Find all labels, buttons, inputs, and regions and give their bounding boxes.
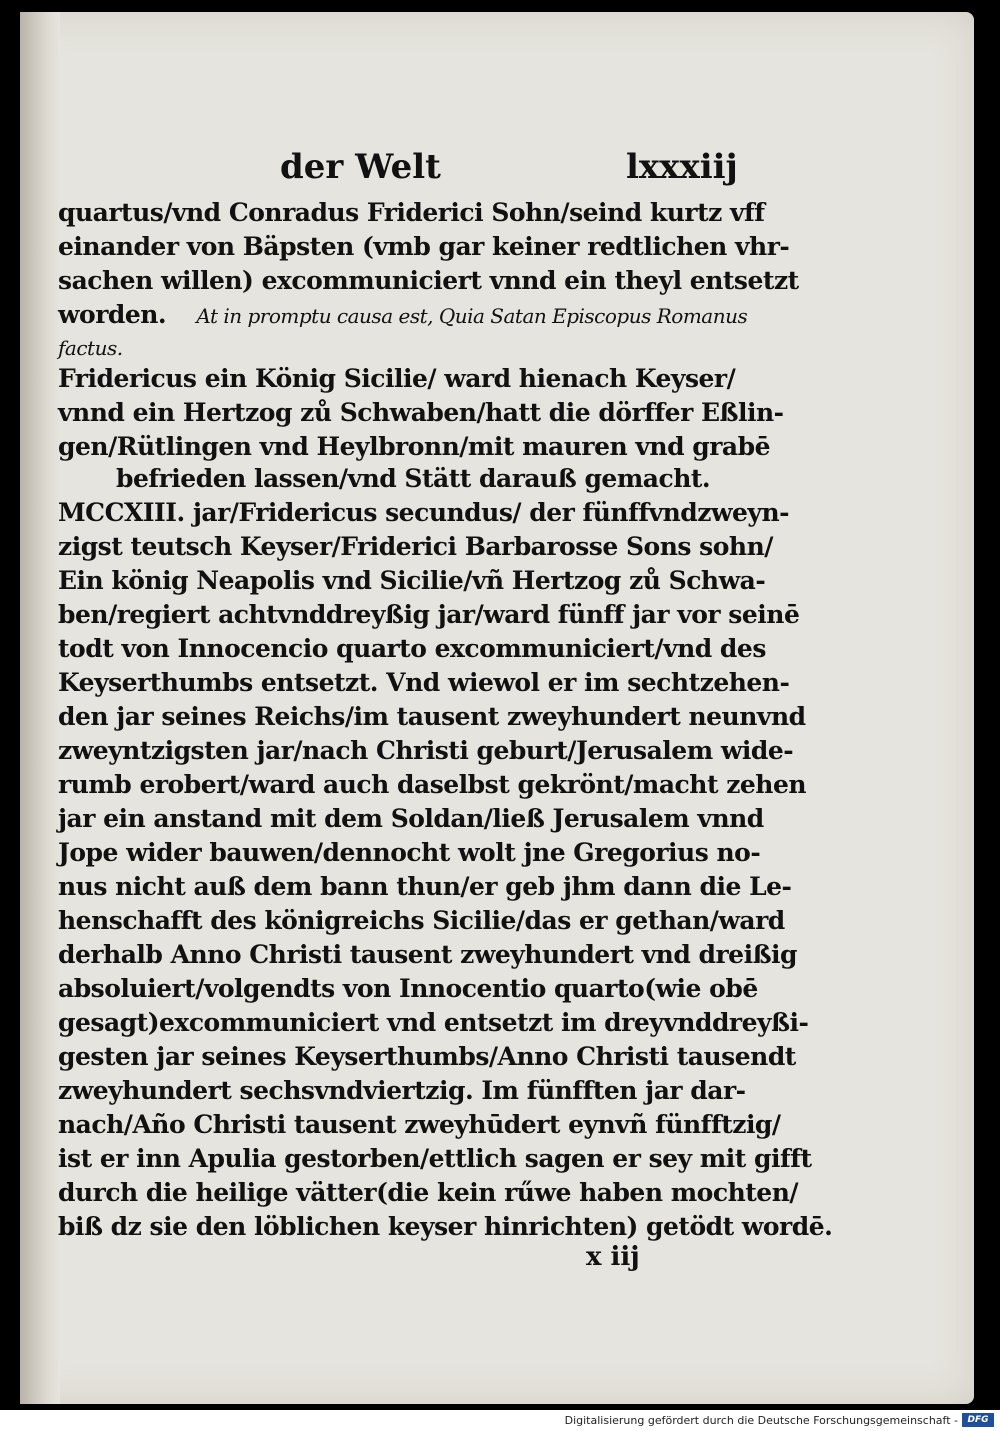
text-line-4-german: worden. — [58, 300, 167, 329]
text-line-24: absoluiert/volgendts von Innocentio quarto(wie obē — [58, 974, 758, 1003]
text-line-8: gen/Rütlingen vnd Heylbronn/mit mauren vnd grabē — [58, 432, 770, 461]
footer-credit: Digitalisierung gefördert durch die Deutsche Forschungsgemeinschaft - — [564, 1414, 958, 1427]
text-line-21: nus nicht auß dem bann thun/er geb jhm dann die Le- — [58, 872, 792, 901]
text-line-28: nach/Año Christi tausent zweyhūdert eynvñ fünfftzig/ — [58, 1110, 781, 1139]
text-line-2: einander von Bäpsten (vmb gar keiner redtlichen vhr- — [58, 232, 790, 261]
text-line-20: Jope wider bauwen/dennocht wolt jne Gregorius no- — [58, 838, 761, 867]
page-gutter — [20, 12, 60, 1404]
latin-note-end: factus. — [58, 336, 123, 360]
text-line-15: Keyserthumbs entsetzt. Vnd wiewol er im sechtzehen- — [58, 668, 790, 697]
text-line-25: gesagt)excommuniciert vnd entsetzt im dreyvnddreyßi- — [58, 1008, 809, 1037]
text-line-18: rumb erobert/ward auch daselbst gekrönt/macht zehen — [58, 770, 807, 799]
text-line-14: todt von Innocencio quarto excommuniciert/vnd des — [58, 634, 766, 663]
text-line-16: den jar seines Reichs/im tausent zweyhundert neunvnd — [58, 702, 806, 731]
signature-mark: x iij — [586, 1242, 640, 1272]
text-line-4 — [58, 302, 747, 327]
text-line-22: henschafft des königreichs Sicilie/das er gethan/ward — [58, 906, 785, 935]
text-line-13: ben/regiert achtvnddreyßig jar/ward fünff jar vor seinē — [58, 600, 800, 629]
text-line-26: gesten jar seines Keyserthumbs/Anno Christi tausendt — [58, 1042, 796, 1071]
text-line-30: durch die heilige vätter(die kein rűwe haben mochten/ — [58, 1178, 799, 1207]
text-line-1: quartus/vnd Conradus Friderici Sohn/seind kurtz vff — [58, 198, 765, 227]
text-line-10: MCCXIII. jar/Fridericus secundus/ der fünffvndzweyn- — [58, 498, 789, 527]
footer-bar — [0, 1410, 1000, 1431]
text-line-31: biß dz sie den löblichen keyser hinrichten) getödt wordē. — [58, 1212, 833, 1241]
text-line-12: Ein könig Neapolis vnd Sicilie/vñ Hertzog zů Schwa- — [58, 566, 766, 595]
running-head: der Welt — [280, 147, 441, 187]
latin-note: At in promptu causa est, Quia Satan Episcopus Romanus — [196, 304, 748, 328]
folio-number: lxxxiij — [626, 147, 738, 187]
text-line-7: vnnd ein Hertzog zů Schwaben/hatt die dörffer Eßlin- — [58, 398, 784, 427]
text-line-29: ist er inn Apulia gestorben/ettlich sagen er sey mit gifft — [58, 1144, 812, 1173]
text-line-3: sachen willen) excommuniciert vnnd ein theyl entsetzt — [58, 266, 799, 295]
text-line-27: zweyhundert sechsvndviertzig. Im fünfften jar dar- — [58, 1076, 746, 1105]
dfg-logo-icon: DFG — [962, 1413, 994, 1427]
text-line-23: derhalb Anno Christi tausent zweyhundert vnd dreißig — [58, 940, 798, 969]
text-line-17: zweyntzigsten jar/nach Christi geburt/Jerusalem wide- — [58, 736, 794, 765]
text-line-11: zigst teutsch Keyser/Friderici Barbarosse Sons sohn/ — [58, 532, 773, 561]
text-line-9: befrieden lassen/vnd Stätt darauß gemacht. — [116, 464, 711, 493]
text-line-6: Fridericus ein König Sicilie/ ward hienach Keyser/ — [58, 364, 736, 393]
book-page — [20, 12, 974, 1404]
text-line-19: jar ein anstand mit dem Soldan/ließ Jerusalem vnnd — [58, 804, 764, 833]
